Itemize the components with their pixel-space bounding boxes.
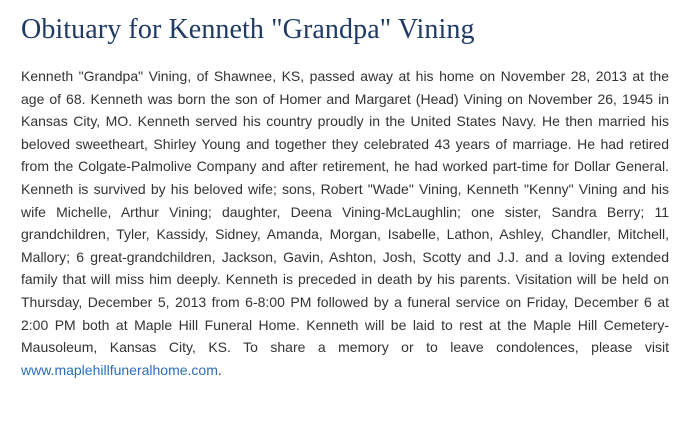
obituary-trailing: . — [217, 361, 222, 378]
obituary-text: Kenneth "Grandpa" Vining, of Shawnee, KS, passed away at his home on November 28, 2013 at the age of 68. Kenneth was born the son of Homer and Margaret (Head) Vining on November 26, 1945 in Kansas City, MO. Kenneth served his country proudly in the United States Navy. He then married his beloved sweetheart, Shirley Young and together they celebrated 43 years of marriage. He had retired from the Colgate-Palmolive Company and after retirement, he had worked part-time for Dollar General. Kenneth is survived by his beloved wife; sons, Robert "Wade" Vining, Kenneth "Kenny" Vining and his wife Michelle, Arthur Vining; daughter, Deena Vining-McLaughlin; one sister, Sandra Berry; 11 grandchildren, Tyler, Kassidy, Sidney, Amanda, Morgan, Isabelle, Lathon, Ashley, Chandler, Mitchell, Mallory; 6 great-grandchildren, Jackson, Gavin, Ashton, Josh, Scotty and J.J. and a loving extended family that will miss him deeply. Kenneth is preceded in death by his parents. Visitation will be held on Thursday, December 5, 2013 from 6-8:00 PM followed by a funeral service on Friday, December 6 at 2:00 PM both at Maple Hill Funeral Home. Kenneth will be laid to rest at the Maple Hill Cemetery-Mausoleum, Kansas City, KS. To share a memory or to leave condolences, please visit — [21, 68, 669, 356]
obituary-body — [21, 65, 669, 381]
funeral-home-link[interactable]: www.maplehillfuneralhome.com — [21, 361, 218, 378]
obituary-page — [21, 10, 669, 381]
page-title: Obituary for Kenneth "Grandpa" Vining — [21, 14, 475, 45]
